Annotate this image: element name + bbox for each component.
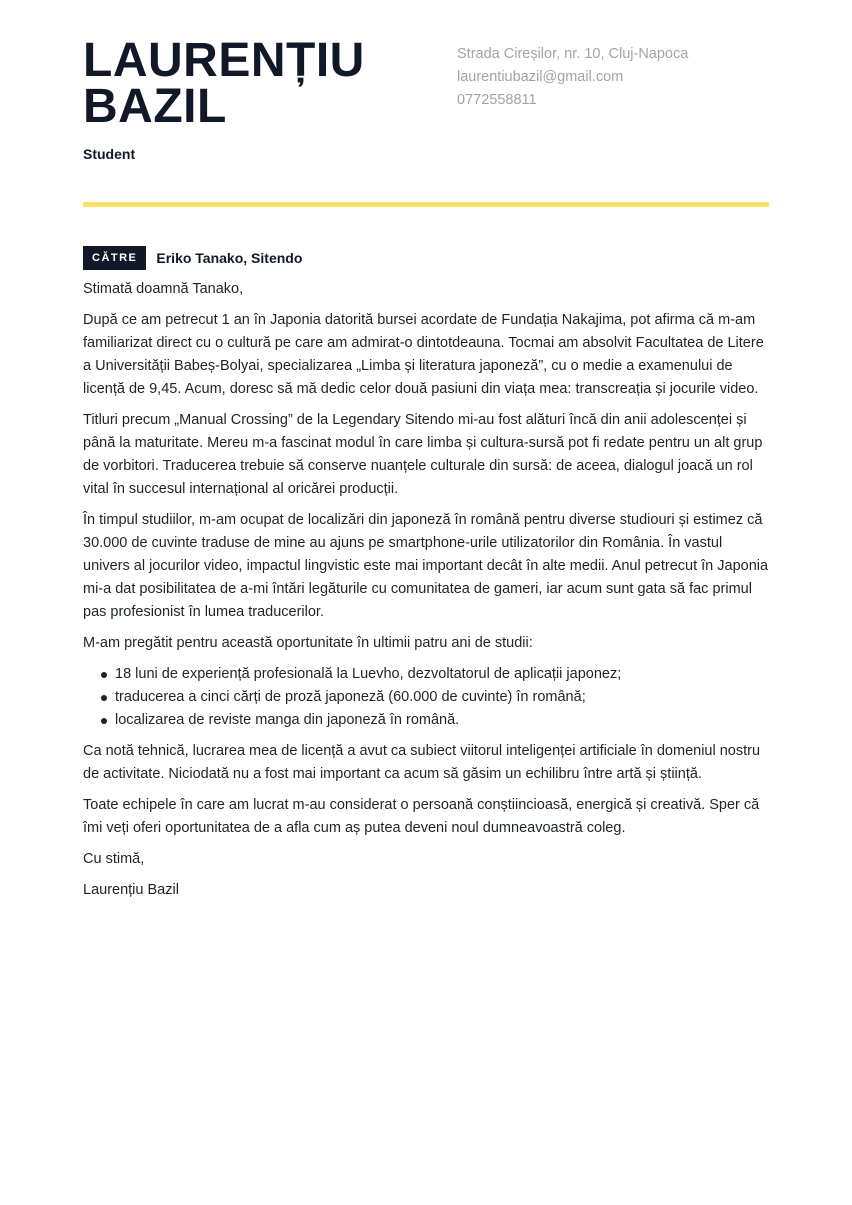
letter-greeting: Stimată doamnă Tanako, bbox=[83, 281, 244, 297]
letter-signature: Laurențiu Bazil bbox=[83, 882, 179, 898]
experience-list bbox=[83, 663, 769, 732]
contact-email: laurentiubazil@gmail.com bbox=[457, 69, 624, 85]
recipient-line bbox=[83, 246, 769, 270]
letter-paragraph: După ce am petrecut 1 an în Japonia datorită bursei acordate de Fundația Nakajima, pot afirma că m-am familiarizat direct cu o cultură pe care am admirat-o dintotdeauna. Tocmai am absolvit Facultatea de Litere a Universității Babeș-Bolyai, specializarea „Limba și literatura japoneză”, cu o medie a examenului de licență de 9,45. Acum, doresc să mă dedic celor două pasiuni din viața mea: transcreația și jocurile video. bbox=[83, 312, 764, 397]
letter-paragraph: În timpul studiilor, m-am ocupat de localizări din japoneză în română pentru diverse studiouri și estimez că 30.000 de cuvinte traduse de mine au ajuns pe smartphone-urile utilizatorilor din România. În vastul univers al jocurilor video, impactul lingvistic este mai important decât în alte medii. Anul petrecut în Japonia mi-a dat posibilitatea de a-mi întări legăturile cu comunitatea de gameri, iar acum sunt gata să fac primul pas profesionist în lumea traducerilor. bbox=[83, 512, 769, 620]
list-item: localizarea de reviste manga din japoneză în română. bbox=[83, 709, 769, 732]
letter-paragraph: Titluri precum „Manual Crossing” de la Legendary Sitendo mi-au fost alături încă din anii adolescenței și până la maturitate. Mereu m-a fascinat modul în care limba și cultura-sursă pot fi redate pentru un alt grup de vorbitori. Traducerea trebuie să conserve nuanțele culturale din sursă: de aceea, dialogul joacă un rol vital în succesul internațional al oricărei producții. bbox=[83, 412, 763, 497]
letter-header bbox=[83, 0, 769, 205]
letter-closing: Cu stimă, bbox=[83, 851, 145, 867]
contact-address: Strada Cireșilor, nr. 10, Cluj-Napoca bbox=[457, 46, 689, 62]
letter-paragraph: Toate echipele în care am lucrat m-au considerat o persoană conștiincioasă, energică și creativă. Sper că îmi veți oferi oportunitatea de a afla cum aș putea deveni noul dumneavoastră coleg. bbox=[83, 797, 760, 836]
letter-paragraph: Ca notă tehnică, lucrarea mea de licență a avut ca subiect viitorul inteligenței artificiale în domeniul nostru de activitate. Niciodată nu a fost mai important ca acum să găsim un echilibru între artă și știință. bbox=[83, 743, 761, 782]
contact-info bbox=[457, 43, 688, 112]
accent-divider bbox=[83, 202, 769, 207]
contact-phone: 0772558811 bbox=[457, 92, 537, 108]
recipient-badge: CĂTRE bbox=[83, 246, 146, 270]
list-item: traducerea a cinci cărți de proză japoneză (60.000 de cuvinte) în română; bbox=[83, 686, 769, 709]
applicant-last-name: BAZIL bbox=[83, 80, 227, 133]
letter-body bbox=[83, 278, 769, 902]
recipient-name: Eriko Tanako, Sitendo bbox=[156, 250, 303, 266]
applicant-name bbox=[83, 34, 423, 133]
applicant-role: Student bbox=[83, 146, 136, 162]
list-item: 18 luni de experiență profesională la Luevho, dezvoltatorul de aplicații japonez; bbox=[83, 663, 769, 686]
letter-paragraph: M-am pregătit pentru această oportunitate în ultimii patru ani de studii: bbox=[83, 635, 533, 651]
applicant-first-name: LAURENȚIU bbox=[83, 34, 365, 87]
